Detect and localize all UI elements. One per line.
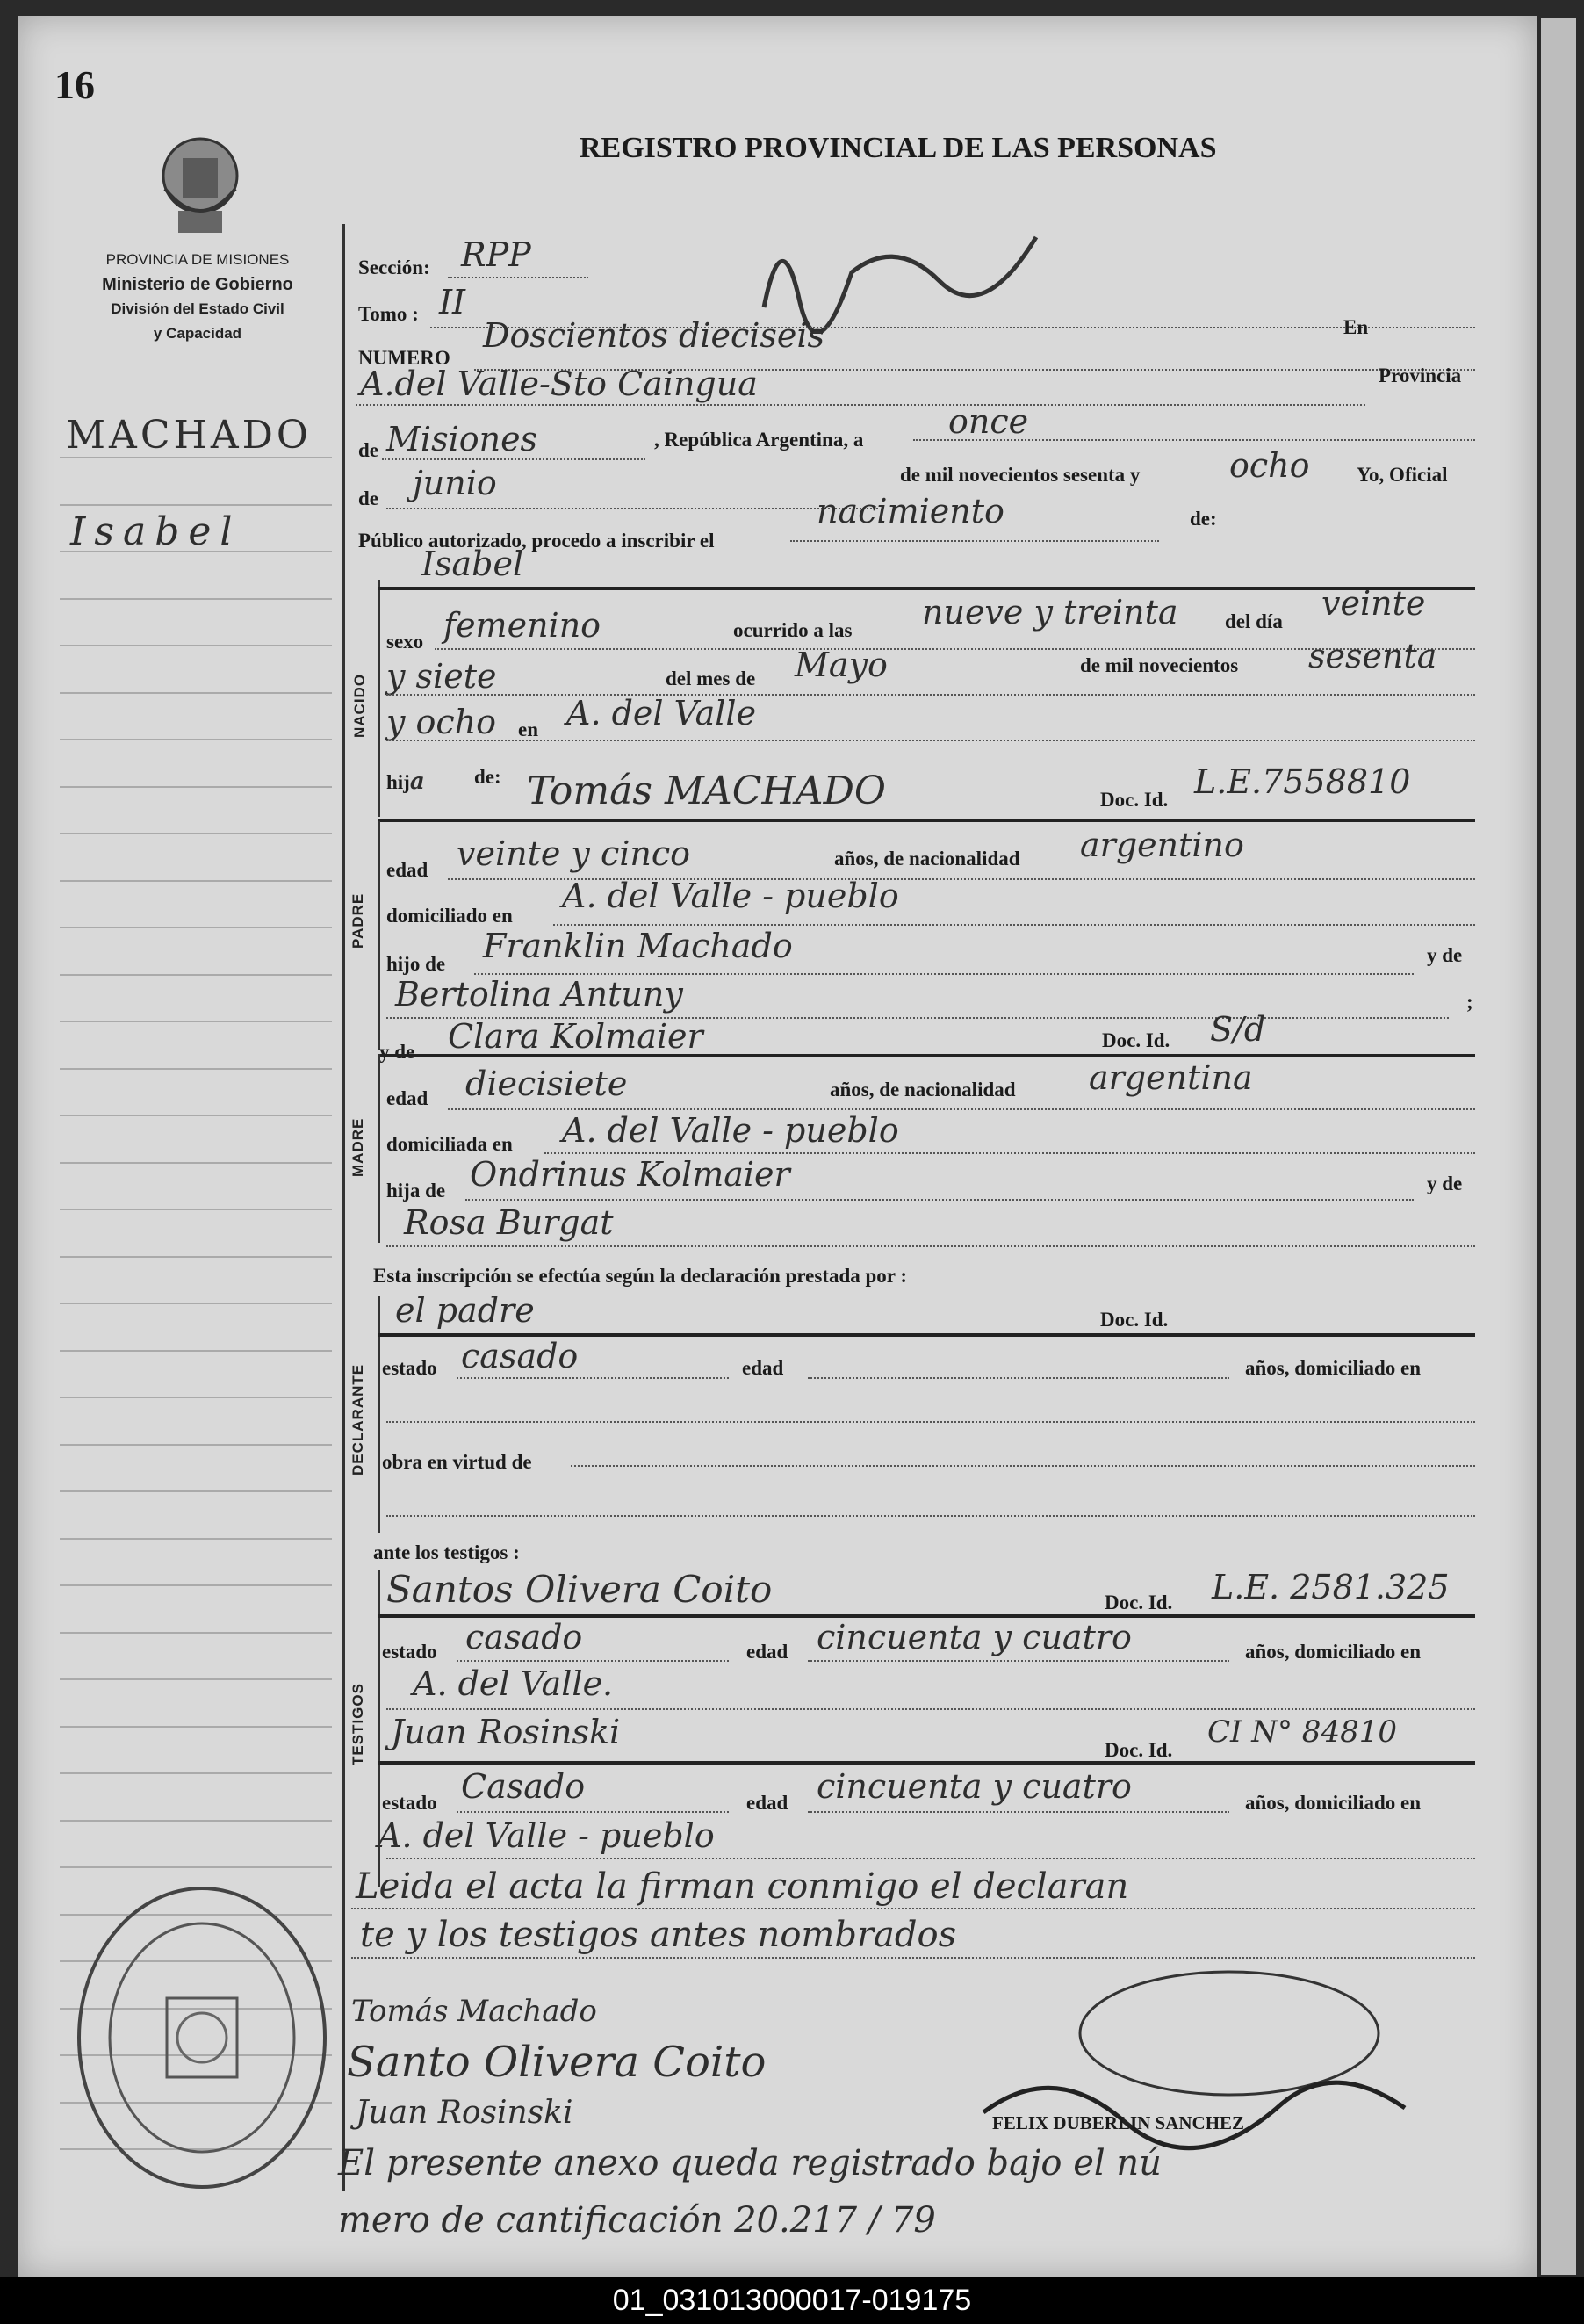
label-anios-dom-testigo1: años, domiciliado en: [1245, 1641, 1422, 1663]
closing-line-1: Leida el acta la firman conmigo el declaran: [356, 1866, 1129, 1907]
agency-line: PROVINCIA DE MISIONES: [105, 251, 290, 268]
page-title: REGISTRO PROVINCIAL DE LAS PERSONAS: [580, 132, 1217, 164]
margin-rule: [60, 1584, 332, 1586]
field-nombre: Isabel: [421, 545, 524, 583]
label-del-mes: del mes de: [666, 668, 756, 689]
label-de: de: [358, 439, 378, 461]
label-de-mes: de: [358, 487, 378, 509]
label-doc-madre: Doc. Id.: [1102, 1029, 1170, 1051]
agency-line: y Capacidad: [153, 325, 242, 342]
label-numero: NUMERO: [358, 347, 450, 369]
label-doc-padre: Doc. Id.: [1100, 789, 1169, 811]
coat-of-arms-icon: [148, 127, 253, 242]
field-testigo1-dom: A. del Valle.: [413, 1664, 614, 1703]
field-mes-nac: Mayo: [795, 646, 888, 684]
margin-rule: [60, 739, 332, 740]
field-dia-nac2: y siete: [386, 657, 497, 696]
margin-rule: [60, 880, 332, 882]
margin-given-name: Isabel: [70, 509, 241, 554]
field-madre-nombre: Clara Kolmaier: [448, 1017, 703, 1056]
agency-block: [53, 248, 342, 346]
side-label-testigos: TESTIGOS: [349, 1683, 366, 1765]
signature-mark: [746, 202, 1080, 334]
label-y-de-padre: y de: [1427, 944, 1463, 966]
margin-rule: [60, 786, 332, 788]
field-testigo2-edad: cincuenta y cuatro: [817, 1767, 1132, 1806]
label-hijo: [386, 769, 425, 795]
label-ocurrido: ocurrido a las: [733, 619, 853, 641]
field-padre-edad: veinte y cinco: [457, 834, 691, 873]
signature-testigo2: Juan Rosinski: [356, 2095, 573, 2131]
field-testigo2-nombre: Juan Rosinski: [391, 1713, 621, 1751]
margin-rule: [60, 598, 332, 600]
label-en: En: [1343, 316, 1369, 338]
field-padre-dom: A. del Valle - pueblo: [562, 877, 899, 915]
margin-rule: [60, 927, 332, 928]
note-line-2: mero de cantificación 20.217 / 79: [338, 2200, 936, 2241]
field-madre-hija-de: Ondrinus Kolmaier: [470, 1155, 790, 1194]
margin-rule: [60, 1772, 332, 1774]
label-publico: Público autorizado, procedo a inscribir el: [358, 530, 715, 552]
signature-padre: Tomás Machado: [351, 1994, 597, 2029]
agency-line: División del Estado Civil: [111, 300, 284, 317]
book-edge: [1541, 18, 1576, 2275]
margin-rule: [60, 833, 332, 834]
label-doc-declarante: Doc. Id.: [1100, 1309, 1169, 1331]
field-testigo1-nombre: Santos Olivera Coito: [386, 1568, 773, 1611]
label-anios-nac-padre: años, de nacionalidad: [834, 848, 1020, 870]
margin-rule: [60, 1209, 332, 1210]
field-tomo: II: [439, 283, 466, 321]
margin-rule: [60, 1350, 332, 1352]
field-anio-nac: sesenta: [1308, 637, 1437, 675]
label-declaracion: Esta inscripción se efectúa según la declaración prestada por :: [373, 1265, 907, 1287]
field-madre-doc: S/d: [1210, 1010, 1266, 1049]
field-mes: junio: [413, 464, 497, 502]
side-label-padre: PADRE: [349, 892, 366, 949]
margin-rule: [60, 1444, 332, 1446]
label-domiciliada: domiciliada en: [386, 1133, 513, 1155]
page-number: 16: [54, 62, 95, 107]
field-padre-hijo-de: Franklin Machado: [483, 927, 793, 965]
field-padre-madre: Bertolina Antuny: [395, 975, 683, 1014]
field-dia: once: [948, 402, 1029, 441]
label-tomo: Tomo :: [358, 303, 419, 325]
field-madre-madre: Rosa Burgat: [404, 1203, 614, 1242]
label-edad-testigo2: edad: [746, 1792, 788, 1814]
closing-line-2: te y los testigos antes nombrados: [360, 1915, 957, 1955]
label-hijo-text: hij: [386, 771, 410, 793]
margin-rule: [60, 974, 332, 976]
field-testigo2-dom: A. del Valle - pueblo: [378, 1816, 715, 1855]
margin-rule: [60, 1866, 332, 1868]
margin-rule: [60, 1490, 332, 1492]
label-estado-declarante: estado: [382, 1357, 437, 1379]
field-provincia: Misiones: [386, 420, 538, 458]
signature-testigo1: Santo Olivera Coito: [347, 2038, 767, 2087]
field-padre-nombre: Tomás MACHADO: [527, 769, 886, 813]
side-label-nacido: NACIDO: [351, 673, 368, 738]
field-acto: nacimiento: [817, 492, 1004, 530]
margin-rule: [60, 457, 332, 458]
field-numero: Doscientos dieciseis: [483, 316, 825, 355]
margin-rule: [60, 1820, 332, 1822]
field-testigo1-estado: casado: [465, 1618, 583, 1656]
label-anios-dom-declarante: años, domiciliado en: [1245, 1357, 1422, 1379]
field-padre-nac: argentino: [1080, 826, 1244, 864]
margin-rule: [60, 504, 332, 506]
label-punto-coma: ;: [1466, 991, 1473, 1013]
field-lugar-nac: A. del Valle: [566, 694, 757, 733]
field-padre-doc: L.E.7558810: [1194, 762, 1411, 801]
label-domiciliado-padre: domiciliado en: [386, 905, 513, 927]
side-label-declarante: DECLARANTE: [349, 1363, 366, 1476]
agency-line: Ministerio de Gobierno: [102, 275, 293, 294]
officer-name-stamp: FELIX DUBERLIN SANCHEZ: [992, 2112, 1245, 2133]
label-edad-padre: edad: [386, 859, 428, 881]
margin-rule: [60, 1256, 332, 1258]
field-declarante: el padre: [395, 1291, 535, 1330]
margin-rule: [60, 1115, 332, 1116]
margin-rule: [60, 1162, 332, 1164]
field-testigo1-edad: cincuenta y cuatro: [817, 1618, 1132, 1656]
margin-rule: [60, 1632, 332, 1634]
label-testigos: ante los testigos :: [373, 1541, 520, 1563]
label-seccion: Sección:: [358, 256, 430, 278]
label-obra: obra en virtud de: [382, 1451, 532, 1473]
margin-rule: [60, 1303, 332, 1304]
label-edad-testigo1: edad: [746, 1641, 788, 1663]
label-provincia: Provincia: [1379, 364, 1462, 386]
label-republica: , República Argentina, a: [654, 429, 864, 451]
margin-rule: [60, 551, 332, 552]
margin-rule: [60, 692, 332, 694]
field-seccion: RPP: [461, 235, 531, 274]
label-de-colon: de:: [1190, 508, 1217, 530]
field-dia-nac: veinte: [1321, 584, 1426, 623]
margin-rule: [60, 1678, 332, 1680]
label-de-mil: de mil novecientos sesenta y: [900, 464, 1141, 486]
field-anio: ocho: [1229, 446, 1310, 485]
field-madre-dom: A. del Valle - pueblo: [562, 1111, 899, 1150]
field-testigo2-estado: Casado: [461, 1767, 586, 1806]
label-doc-testigo2: Doc. Id.: [1105, 1739, 1173, 1761]
field-sexo: femenino: [443, 606, 601, 645]
label-anios-nac-madre: años, de nacionalidad: [830, 1079, 1016, 1101]
field-lugar: A.del Valle-Sto Caingua: [360, 364, 758, 403]
field-testigo1-doc: L.E. 2581.325: [1212, 1568, 1450, 1606]
margin-rule: [60, 1068, 332, 1070]
label-estado-testigo1: estado: [382, 1641, 437, 1663]
note-line-1: El presente anexo queda registrado bajo el nú: [338, 2143, 1162, 2183]
label-y-de-madre: y de: [379, 1041, 415, 1063]
label-de2: de:: [474, 766, 501, 788]
field-testigo2-doc: CI N° 84810: [1207, 1714, 1397, 1750]
side-label-madre: MADRE: [349, 1117, 366, 1177]
margin-rule: [60, 1726, 332, 1728]
official-seal-icon: [75, 1880, 338, 2205]
label-estado-testigo2: estado: [382, 1792, 437, 1814]
label-edad-madre: edad: [386, 1087, 428, 1109]
margin-rule: [60, 645, 332, 646]
label-hija-de: hija de: [386, 1180, 446, 1202]
field-declarante-estado: casado: [461, 1337, 579, 1375]
margin-rule: [60, 1538, 332, 1540]
label-de-mil2: de mil novecientos: [1080, 654, 1239, 676]
label-anios-dom-testigo2: años, domiciliado en: [1245, 1792, 1422, 1814]
label-sexo: sexo: [386, 631, 424, 653]
block-divider: [378, 580, 380, 817]
label-hijo-de-padre: hijo de: [386, 953, 446, 975]
margin-rule: [60, 1397, 332, 1398]
field-hijo-sufijo: a: [409, 769, 425, 795]
field-madre-edad: diecisiete: [465, 1065, 628, 1103]
label-del-dia: del día: [1225, 610, 1283, 632]
margin-surname: MACHADO: [66, 413, 312, 458]
footer-code: 01_031013000017-019175: [612, 2284, 972, 2317]
label-doc-testigo1: Doc. Id.: [1105, 1591, 1173, 1613]
margin-divider: [342, 224, 345, 2191]
margin-rule: [60, 1021, 332, 1022]
field-madre-nac: argentina: [1089, 1058, 1253, 1097]
label-edad-declarante: edad: [742, 1357, 784, 1379]
label-en2: en: [518, 718, 538, 740]
label-y-de-madre2: y de: [1427, 1173, 1463, 1194]
field-hora: nueve y treinta: [922, 593, 1178, 632]
label-yo-oficial: Yo, Oficial: [1357, 464, 1448, 486]
field-anio-nac2: y ocho: [386, 703, 497, 741]
